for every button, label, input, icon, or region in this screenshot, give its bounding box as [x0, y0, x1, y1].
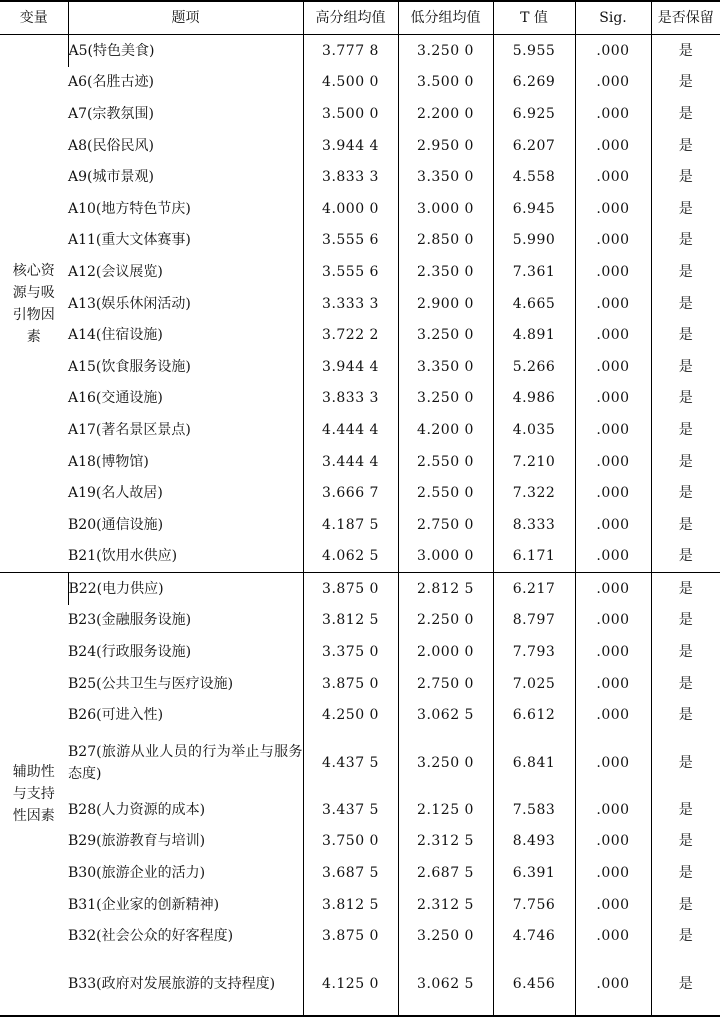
header-row — [0, 1, 720, 35]
keep-value: 是 — [651, 319, 720, 351]
t-value: 4.891 — [493, 319, 575, 351]
table-row — [0, 130, 720, 162]
high-mean-value: 3.375 0 — [303, 636, 398, 668]
variable-group-label: 辅助性 与支持 性因素 — [0, 573, 68, 1016]
high-mean-value: 3.437 5 — [303, 794, 398, 826]
table-row — [0, 477, 720, 509]
keep-value: 是 — [651, 541, 720, 573]
low-mean-value: 2.000 0 — [398, 636, 493, 668]
t-value: 6.269 — [493, 67, 575, 99]
high-mean-value: 3.833 3 — [303, 383, 398, 415]
high-mean-value: 3.944 4 — [303, 130, 398, 162]
t-value: 7.793 — [493, 636, 575, 668]
sig-value: .000 — [575, 509, 651, 541]
sig-value: .000 — [575, 477, 651, 509]
sig-value: .000 — [575, 794, 651, 826]
high-mean-value: 3.812 5 — [303, 889, 398, 921]
low-mean-value: 3.000 0 — [398, 193, 493, 225]
high-mean-value: 3.833 3 — [303, 161, 398, 193]
keep-value: 是 — [651, 35, 720, 67]
keep-value: 是 — [651, 288, 720, 320]
high-mean-value: 4.500 0 — [303, 67, 398, 99]
table-row — [0, 636, 720, 668]
keep-value: 是 — [651, 605, 720, 637]
t-value: 4.035 — [493, 414, 575, 446]
sig-value: .000 — [575, 889, 651, 921]
t-value: 4.665 — [493, 288, 575, 320]
item-label: A14(住宿设施) — [68, 327, 163, 344]
item-label: B27(旅游从业人员的行为举止与服务态度) — [68, 743, 303, 782]
table-row — [0, 668, 720, 700]
high-mean-value: 3.944 4 — [303, 351, 398, 383]
t-value: 6.945 — [493, 193, 575, 225]
sig-value: .000 — [575, 699, 651, 731]
header-variable: 变量 — [0, 1, 68, 35]
item-label: A13(娱乐休闲活动) — [68, 295, 191, 312]
t-value: 6.841 — [493, 731, 575, 794]
low-mean-value: 2.687 5 — [398, 857, 493, 889]
table-row — [0, 193, 720, 225]
sig-value: .000 — [575, 668, 651, 700]
high-mean-value: 3.333 3 — [303, 288, 398, 320]
item-label: B33(政府对发展旅游的支持程度) — [68, 952, 303, 1016]
keep-value: 是 — [651, 67, 720, 99]
item-label: A10(地方特色节庆) — [68, 200, 191, 217]
high-mean-value: 3.750 0 — [303, 826, 398, 858]
sig-value: .000 — [575, 826, 651, 858]
t-value: 7.322 — [493, 477, 575, 509]
high-mean-value: 4.062 5 — [303, 541, 398, 573]
t-value: 7.210 — [493, 446, 575, 478]
item-label: B24(行政服务设施) — [68, 644, 192, 661]
high-mean-value: 3.666 7 — [303, 477, 398, 509]
low-mean-value: 2.312 5 — [398, 826, 493, 858]
item-label: A19(名人故居) — [68, 485, 163, 502]
low-mean-value: 2.550 0 — [398, 446, 493, 478]
item-label: A11(重大文体赛事) — [68, 232, 191, 249]
item-label: A7(宗教氛围) — [68, 105, 154, 122]
table-row — [0, 857, 720, 889]
table-row — [0, 699, 720, 731]
low-mean-value: 3.250 0 — [398, 383, 493, 415]
sig-value: .000 — [575, 573, 651, 605]
item-label: B23(金融服务设施) — [68, 612, 192, 629]
header-item: 题项 — [68, 1, 303, 35]
group-core-resources — [0, 35, 720, 573]
low-mean-value: 2.750 0 — [398, 668, 493, 700]
t-value: 6.925 — [493, 98, 575, 130]
high-mean-value: 3.555 6 — [303, 225, 398, 257]
table-row — [0, 161, 720, 193]
keep-value: 是 — [651, 920, 720, 952]
high-mean-value: 3.875 0 — [303, 573, 398, 605]
keep-value: 是 — [651, 98, 720, 130]
header-high-mean: 高分组均值 — [303, 1, 398, 35]
t-value: 4.558 — [493, 161, 575, 193]
t-value: 6.391 — [493, 857, 575, 889]
item-label: A5(特色美食) — [68, 35, 303, 67]
high-mean-value: 3.777 8 — [303, 35, 398, 67]
high-mean-value: 4.250 0 — [303, 699, 398, 731]
high-mean-value: 3.555 6 — [303, 256, 398, 288]
keep-value: 是 — [651, 699, 720, 731]
header-keep: 是否保留 — [651, 1, 720, 35]
table-row — [0, 509, 720, 541]
high-mean-value: 4.000 0 — [303, 193, 398, 225]
keep-value: 是 — [651, 161, 720, 193]
keep-value: 是 — [651, 952, 720, 1016]
table-row — [0, 351, 720, 383]
t-value: 6.217 — [493, 573, 575, 605]
high-mean-value: 3.875 0 — [303, 920, 398, 952]
sig-value: .000 — [575, 98, 651, 130]
low-mean-value: 2.812 5 — [398, 573, 493, 605]
low-mean-value: 2.950 0 — [398, 130, 493, 162]
table-row — [0, 256, 720, 288]
keep-value: 是 — [651, 636, 720, 668]
low-mean-value: 3.250 0 — [398, 35, 493, 67]
t-value: 4.746 — [493, 920, 575, 952]
variable-group-label: 核心资 源与吸 引物因 素 — [0, 35, 68, 573]
low-mean-value: 2.125 0 — [398, 794, 493, 826]
sig-value: .000 — [575, 952, 651, 1016]
table-row — [0, 98, 720, 130]
sig-value: .000 — [575, 605, 651, 637]
sig-value: .000 — [575, 161, 651, 193]
keep-value: 是 — [651, 193, 720, 225]
t-value: 6.171 — [493, 541, 575, 573]
table-row — [0, 605, 720, 637]
keep-value: 是 — [651, 668, 720, 700]
keep-value: 是 — [651, 477, 720, 509]
table-row — [0, 920, 720, 952]
sig-value: .000 — [575, 256, 651, 288]
sig-value: .000 — [575, 446, 651, 478]
t-value: 5.990 — [493, 225, 575, 257]
low-mean-value: 2.850 0 — [398, 225, 493, 257]
item-label: B32(社会公众的好客程度) — [68, 928, 234, 945]
high-mean-value: 3.812 5 — [303, 605, 398, 637]
low-mean-value: 2.312 5 — [398, 889, 493, 921]
keep-value: 是 — [651, 225, 720, 257]
header-t-value: T 值 — [493, 1, 575, 35]
table-row — [0, 952, 720, 1016]
keep-value: 是 — [651, 383, 720, 415]
item-label: B21(饮用水供应) — [68, 541, 303, 573]
keep-value: 是 — [651, 826, 720, 858]
sig-value: .000 — [575, 414, 651, 446]
table-row — [0, 826, 720, 858]
table-row — [0, 383, 720, 415]
item-label: A18(博物馆) — [68, 453, 149, 470]
sig-value: .000 — [575, 35, 651, 67]
keep-value: 是 — [651, 857, 720, 889]
t-value: 7.756 — [493, 889, 575, 921]
high-mean-value: 4.437 5 — [303, 731, 398, 794]
sig-value: .000 — [575, 319, 651, 351]
sig-value: .000 — [575, 288, 651, 320]
sig-value: .000 — [575, 541, 651, 573]
table-row — [0, 573, 720, 605]
low-mean-value: 3.250 0 — [398, 920, 493, 952]
sig-value: .000 — [575, 130, 651, 162]
low-mean-value: 3.062 5 — [398, 952, 493, 1016]
low-mean-value: 3.062 5 — [398, 699, 493, 731]
sig-value: .000 — [575, 351, 651, 383]
table-row — [0, 288, 720, 320]
high-mean-value: 3.722 2 — [303, 319, 398, 351]
low-mean-value: 3.350 0 — [398, 161, 493, 193]
header-sig: Sig. — [575, 1, 651, 35]
table-row — [0, 319, 720, 351]
keep-value: 是 — [651, 446, 720, 478]
sig-value: .000 — [575, 383, 651, 415]
table-row — [0, 446, 720, 478]
t-value: 7.025 — [493, 668, 575, 700]
table-row — [0, 67, 720, 99]
item-label: B28(人力资源的成本) — [68, 801, 206, 818]
low-mean-value: 2.200 0 — [398, 98, 493, 130]
low-mean-value: 4.200 0 — [398, 414, 493, 446]
keep-value: 是 — [651, 351, 720, 383]
t-value: 6.612 — [493, 699, 575, 731]
low-mean-value: 3.250 0 — [398, 319, 493, 351]
high-mean-value: 3.444 4 — [303, 446, 398, 478]
t-value: 5.955 — [493, 35, 575, 67]
item-label: A9(城市景观) — [68, 169, 154, 186]
table-row — [0, 731, 720, 794]
item-label: A16(交通设施) — [68, 390, 163, 407]
high-mean-value: 4.187 5 — [303, 509, 398, 541]
sig-value: .000 — [575, 920, 651, 952]
table-row — [0, 35, 720, 67]
low-mean-value: 2.750 0 — [398, 509, 493, 541]
item-label: A15(饮食服务设施) — [68, 358, 191, 375]
table-row — [0, 414, 720, 446]
table-row — [0, 225, 720, 257]
t-value: 7.583 — [493, 794, 575, 826]
keep-value: 是 — [651, 130, 720, 162]
keep-value: 是 — [651, 256, 720, 288]
item-label: B20(通信设施) — [68, 516, 164, 533]
low-mean-value: 2.250 0 — [398, 605, 493, 637]
sig-value: .000 — [575, 193, 651, 225]
table-header — [0, 1, 720, 35]
item-label: B29(旅游教育与培训) — [68, 833, 206, 850]
header-low-mean: 低分组均值 — [398, 1, 493, 35]
keep-value: 是 — [651, 573, 720, 605]
low-mean-value: 3.350 0 — [398, 351, 493, 383]
keep-value: 是 — [651, 509, 720, 541]
group-supporting-factors — [0, 573, 720, 1016]
table-row — [0, 794, 720, 826]
t-value: 6.207 — [493, 130, 575, 162]
item-label: B25(公共卫生与医疗设施) — [68, 675, 234, 692]
table-row — [0, 541, 720, 573]
sig-value: .000 — [575, 731, 651, 794]
t-value: 8.333 — [493, 509, 575, 541]
t-value: 4.986 — [493, 383, 575, 415]
low-mean-value: 2.550 0 — [398, 477, 493, 509]
t-value: 5.266 — [493, 351, 575, 383]
t-value: 8.797 — [493, 605, 575, 637]
t-value: 8.493 — [493, 826, 575, 858]
high-mean-value: 3.500 0 — [303, 98, 398, 130]
item-label: B31(企业家的创新精神) — [68, 896, 220, 913]
keep-value: 是 — [651, 414, 720, 446]
low-mean-value: 2.350 0 — [398, 256, 493, 288]
item-label: A8(民俗民风) — [68, 137, 154, 154]
low-mean-value: 2.900 0 — [398, 288, 493, 320]
high-mean-value: 4.125 0 — [303, 952, 398, 1016]
high-mean-value: 4.444 4 — [303, 414, 398, 446]
high-mean-value: 3.875 0 — [303, 668, 398, 700]
item-label: B30(旅游企业的活力) — [68, 865, 206, 882]
sig-value: .000 — [575, 225, 651, 257]
low-mean-value: 3.500 0 — [398, 67, 493, 99]
table-row — [0, 889, 720, 921]
item-label: A6(名胜古迹) — [68, 74, 154, 91]
low-mean-value: 3.250 0 — [398, 731, 493, 794]
item-label: A17(著名景区景点) — [68, 421, 191, 438]
keep-value: 是 — [651, 794, 720, 826]
item-label: B22(电力供应) — [68, 573, 303, 605]
t-value: 6.456 — [493, 952, 575, 1016]
sig-value: .000 — [575, 857, 651, 889]
sig-value: .000 — [575, 636, 651, 668]
keep-value: 是 — [651, 889, 720, 921]
item-label: A12(会议展览) — [68, 263, 163, 280]
t-value: 7.361 — [493, 256, 575, 288]
sig-value: .000 — [575, 67, 651, 99]
item-label: B26(可进入性) — [68, 707, 164, 724]
high-mean-value: 3.687 5 — [303, 857, 398, 889]
keep-value: 是 — [651, 731, 720, 794]
low-mean-value: 3.000 0 — [398, 541, 493, 573]
